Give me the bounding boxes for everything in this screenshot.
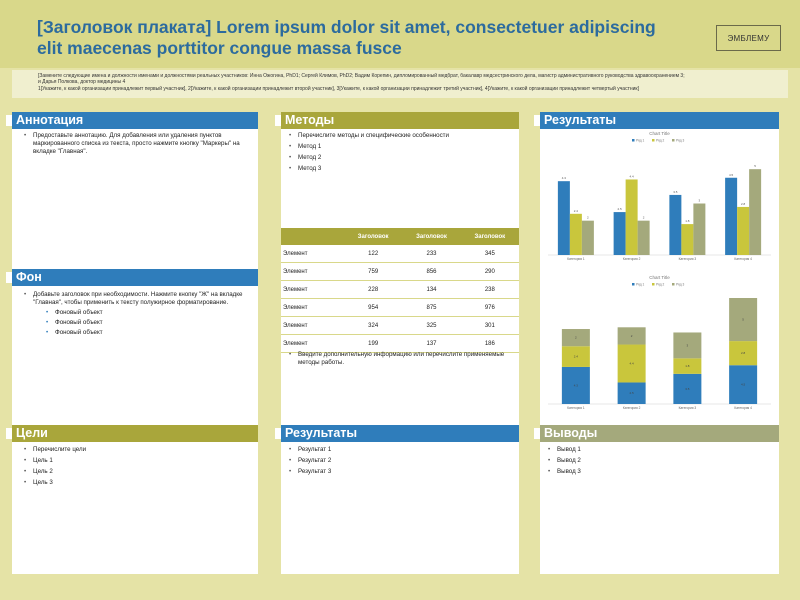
data-label: 4.5 [741, 382, 746, 387]
data-label: 2.4 [573, 208, 578, 213]
heading-accent [275, 115, 281, 126]
table-header-row [281, 228, 519, 245]
chart-1-title: Chart Title [649, 131, 670, 136]
background-list [22, 291, 258, 340]
table-cell: Элемент [281, 317, 344, 335]
data-label: 1.8 [685, 219, 690, 224]
data-label: 3 [686, 343, 689, 348]
abstract-list [22, 132, 258, 159]
list-item: • Фоновый объект [33, 309, 258, 317]
legend-label: Ряд 2 [656, 282, 665, 287]
legend-label: Ряд 3 [676, 138, 685, 143]
table-cell: 759 [344, 263, 402, 281]
legend-swatch [652, 139, 655, 142]
table-cell: 325 [402, 317, 460, 335]
data-label: 2 [575, 335, 577, 340]
tick-label: Категория 3 [678, 406, 697, 410]
section-heading-results-charts [540, 112, 779, 129]
list-item: • Вывод 2 [546, 457, 776, 465]
list-item: • Фоновый объект [33, 329, 258, 337]
chart-1-svg [540, 130, 779, 264]
bar [681, 224, 693, 255]
list-item: • Перечислите цели [22, 446, 258, 454]
methods-list [287, 132, 517, 176]
section-heading-abstract [12, 112, 258, 129]
table-cell: 290 [461, 263, 519, 281]
list-item: • Результат 3 [287, 468, 517, 476]
heading-text: Методы [285, 113, 335, 127]
table-header-cell [281, 228, 344, 245]
table-cell: 137 [402, 335, 460, 353]
table-cell: Элемент [281, 263, 344, 281]
methods-note-list [287, 351, 517, 370]
data-label: 2.5 [629, 391, 634, 396]
table-header-cell: Заголовок [402, 228, 460, 245]
heading-text: Цели [16, 426, 48, 440]
table-cell: 199 [344, 335, 402, 353]
section-heading-conclusions [540, 425, 779, 442]
list-item: • Метод 1 [287, 143, 517, 151]
list-item: • Результат 2 [287, 457, 517, 465]
section-heading-background [12, 269, 258, 286]
authors-line: [Замените следующие имена и должности именами и должностями реальных участников: Инна Ожогина, PhD1; Сергей Климов, PhD2; Вадим Корепин, дипломированный медбрат, бакалавр медсестринского дела, магистр административного руководства здравоохранением 3; [38, 73, 685, 79]
table-cell: 856 [402, 263, 460, 281]
data-label: 2.5 [617, 207, 622, 212]
chart-1-area [540, 130, 779, 264]
chart-2-title: Chart Title [649, 275, 670, 280]
table-cell: 875 [402, 299, 460, 317]
data-label: 4.3 [573, 383, 578, 388]
heading-text: Фон [16, 270, 42, 284]
background-sublist [33, 309, 258, 337]
bar [669, 195, 681, 255]
data-label: 3 [698, 198, 701, 203]
table-cell: 345 [461, 245, 519, 263]
heading-text: Результаты [285, 426, 358, 440]
data-label: 4.5 [729, 172, 734, 177]
legend-swatch [632, 283, 635, 286]
poster-title: [Заголовок плаката] Lorem ipsum dolor sit amet, consectetuer adipiscing elit maecenas porttitor congue massa fusce [37, 17, 656, 58]
table-row [281, 335, 519, 353]
abstract-text: • Предоставьте аннотацию. Для добавления или удаления пунктов маркированного списка из текста, просто нажмите кнопку "Маркеры" на вкладке "Главная". [22, 132, 258, 156]
data-table [281, 228, 519, 353]
list-item: • Метод 2 [287, 154, 517, 162]
table-row [281, 245, 519, 263]
data-label: 2.4 [573, 354, 578, 359]
data-label: 3.5 [685, 386, 690, 391]
tick-label: Категория 2 [622, 406, 641, 410]
background-text [22, 291, 258, 337]
heading-accent [534, 428, 540, 439]
data-label: 5 [754, 164, 756, 169]
table-cell: 301 [461, 317, 519, 335]
tick-label: Категория 4 [734, 406, 752, 410]
list-item: • Вывод 1 [546, 446, 776, 454]
list-item: • Перечислите методы и специфические особенности [287, 132, 517, 140]
table-row [281, 299, 519, 317]
legend-label: Ряд 1 [636, 282, 645, 287]
legend-label: Ряд 1 [636, 138, 645, 143]
heading-accent [534, 115, 540, 126]
table-cell: 324 [344, 317, 402, 335]
table-cell: 134 [402, 281, 460, 299]
section-heading-results [281, 425, 519, 442]
table-cell: Элемент [281, 299, 344, 317]
heading-text: Результаты [544, 113, 617, 127]
goals-list [22, 446, 258, 490]
background-text-content: Добавьте заголовок при необходимости. Нажмите кнопку "Ж" на вкладке "Главная", чтобы применить к тексту полужирное форматирование. [33, 291, 243, 306]
table-cell: Элемент [281, 335, 344, 353]
list-item: • Фоновый объект [33, 319, 258, 327]
data-label: 2 [642, 215, 645, 220]
data-label: 4.4 [629, 361, 634, 366]
table-cell: 186 [461, 335, 519, 353]
data-label: 5 [742, 317, 744, 322]
tick-label: Категория 3 [678, 257, 697, 261]
section-heading-methods [281, 112, 519, 129]
data-label: 3.5 [673, 189, 678, 194]
data-label: 2 [587, 215, 589, 220]
bar [582, 221, 594, 255]
bar [725, 178, 737, 255]
chart-2-svg [540, 274, 779, 410]
table-header-cell: Заголовок [461, 228, 519, 245]
bar [626, 179, 638, 255]
table-cell: 228 [344, 281, 402, 299]
tick-label: Категория 1 [567, 406, 585, 410]
table-cell: 233 [402, 245, 460, 263]
bar [558, 181, 570, 255]
table-row [281, 281, 519, 299]
data-label: 4.3 [561, 176, 566, 181]
table-cell: Элемент [281, 245, 344, 263]
data-label: 1.8 [685, 364, 690, 369]
tick-label: Категория 4 [734, 257, 752, 261]
bar [614, 212, 626, 255]
table-cell: 976 [461, 299, 519, 317]
list-item: • Цель 3 [22, 479, 258, 487]
heading-text: Выводы [544, 426, 598, 440]
legend-label: Ряд 2 [656, 138, 665, 143]
data-label: 2.8 [741, 351, 746, 356]
table-cell: 954 [344, 299, 402, 317]
tick-label: Категория 2 [622, 257, 641, 261]
bar [749, 169, 761, 255]
data-label: 2 [630, 333, 633, 338]
chart-2-area [540, 274, 779, 410]
left-column [12, 112, 258, 574]
list-item: • Метод 3 [287, 165, 517, 173]
authors-block [12, 70, 788, 98]
list-item: • Цель 2 [22, 468, 258, 476]
legend-swatch [672, 139, 675, 142]
table-cell: Элемент [281, 281, 344, 299]
heading-accent [275, 428, 281, 439]
bar [693, 204, 705, 256]
table-cell: 238 [461, 281, 519, 299]
table-header-cell: Заголовок [344, 228, 402, 245]
heading-accent [6, 428, 12, 439]
authors-line: и Дарья Полкова, доктор медицины 4 [38, 79, 126, 86]
affiliations-line: 1[Укажите, к какой организации принадлежит первый участник], 2[Укажите, к какой организации принадлежит второй участник], 3[Укажите, к какой организации принадлежит третий участник], 4[Укажите, к какой организации принадлежит четвертый участник] [38, 85, 640, 92]
results-list [287, 446, 517, 479]
bar [638, 221, 650, 255]
conclusions-list [546, 446, 776, 479]
bar [737, 207, 749, 255]
table-row [281, 263, 519, 281]
legend-swatch [672, 283, 675, 286]
data-label: 2.8 [741, 201, 746, 206]
section-heading-goals [12, 425, 258, 442]
methods-note: • Введите дополнительную информацию или перечислите применяемые методы работы. [287, 351, 517, 367]
heading-text: Аннотация [16, 113, 84, 127]
emblem-placeholder: ЭМБЛЕМУ [716, 25, 781, 51]
bar [570, 214, 582, 255]
legend-label: Ряд 3 [676, 282, 685, 287]
list-item: • Результат 1 [287, 446, 517, 454]
heading-accent [6, 115, 12, 126]
list-item: • Вывод 3 [546, 468, 776, 476]
data-label: 4.4 [629, 174, 634, 179]
heading-accent [6, 272, 12, 283]
tick-label: Категория 1 [567, 257, 585, 261]
legend-swatch [652, 283, 655, 286]
table-row [281, 317, 519, 335]
legend-swatch [632, 139, 635, 142]
list-item: • Цель 1 [22, 457, 258, 465]
table-cell: 122 [344, 245, 402, 263]
